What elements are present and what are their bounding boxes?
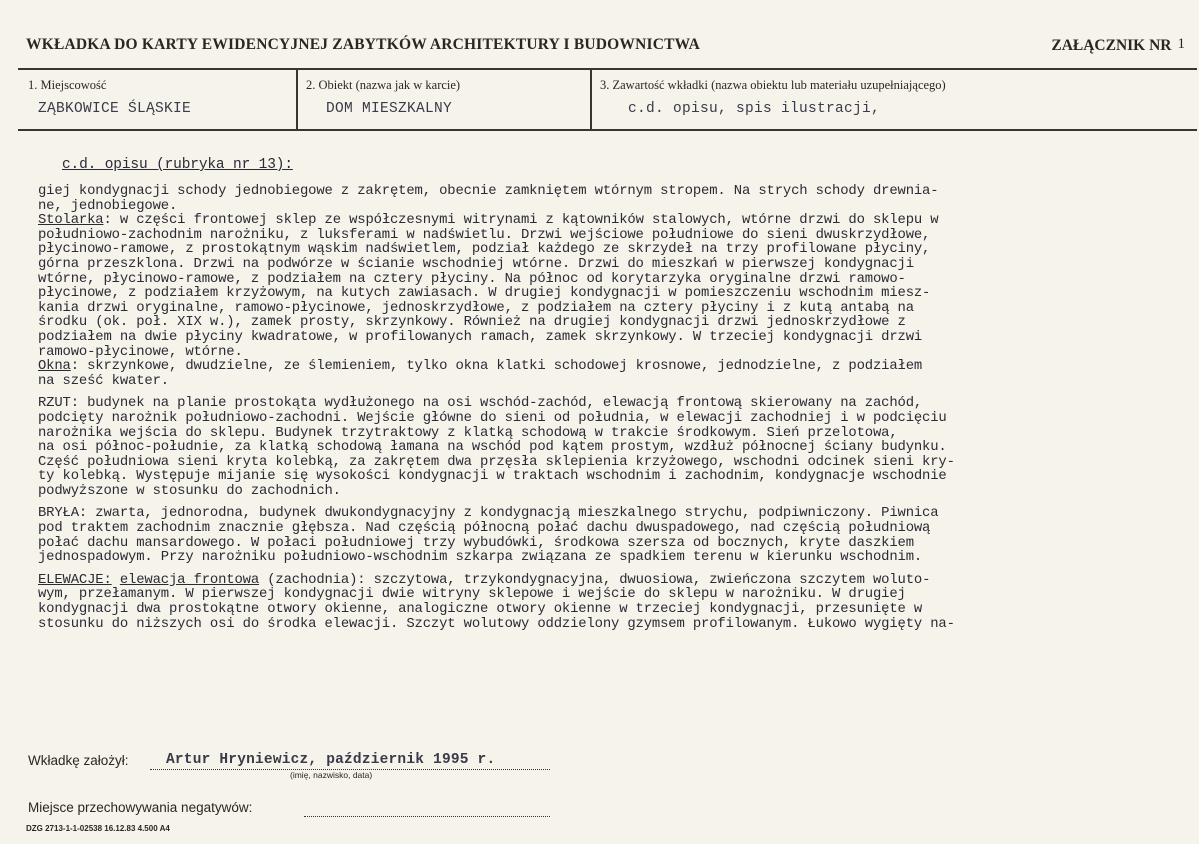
section-lead-okna: Okna (38, 358, 71, 375)
text-line: ne, jednobiegowe. (38, 197, 178, 214)
field-divider-1 (296, 70, 298, 130)
text-line: wym, przełamanym. W pierwszej kondygnacji dwie witryny sklepowe i wejście do sklepu w narożniku. W drugiej (38, 586, 906, 603)
section-lead-elewacje: ELEWACJE: (38, 571, 112, 588)
section-lead-stolarka: Stolarka (38, 212, 104, 229)
text-line: płycinowe, z podziałem krzyżowym, na kutych zawiasach. W drugiej kondygnacji w pomieszczeniu wschodnim miesz- (38, 285, 931, 302)
text-line: jednospadowym. Przy narożniku południowo-wschodnim szkarpa związana ze spadkiem terenu w kierunku wschodnim. (38, 549, 923, 566)
field-divider-2 (590, 70, 592, 130)
object-label: 2. Obiekt (nazwa jak w karcie) (306, 78, 461, 92)
text-line: giej kondygnacji schody jednobiegowe z zakrętem, obecnie zamkniętem wtórnym stropem. Na strych schody drewnia- (38, 183, 939, 199)
card-title: WKŁADKA DO KARTY EWIDENCYJNEJ ZABYTKÓW ARCHITEKTURY I BUDOWNICTWA (26, 36, 701, 53)
founder-label: Wkładkę założył: (28, 753, 129, 768)
founder-hint: (imię, nazwisko, data) (290, 770, 373, 780)
text-line: kania drzwi oryginalne, ramowo-płycinowe, jednoskrzydłowe, z podziałem na cztery płyciny i z kutą antabą na (38, 299, 914, 316)
founder-value: Artur Hryniewicz, październik 1995 r. (166, 752, 496, 768)
text-line-rest: : skrzynkowe, dwudzielne, ze ślemieniem, tylko okna klatki schodowej krosnowe, jednodzielne, z podziałem (70, 358, 923, 375)
contents-label: 3. Zawartość wkładki (nazwa obiektu lub materiału uzupełniającego) (600, 78, 946, 92)
text-line: ramowo-płycinowe, wtórne. (38, 343, 243, 360)
text-line: pod traktem zachodnim znacznie głębsza. Nad częścią północną połać dachu dwuspadowego, nad częścią południową (38, 520, 931, 537)
text-line (38, 213, 1188, 228)
text-line: narożnika wejścia do sklepu. Budynek trzytraktowy z klatką schodową w trakcie środkowym. Sień przelotowa, (38, 424, 898, 441)
subsection-elewacja-frontowa: elewacja frontowa (119, 571, 260, 588)
text-line (38, 359, 1188, 374)
text-line: stosunku do niższych osi do środka elewacji. Szczyt wolutowy oddzielony gzymsem profilowanym. Łukowo wygięty na- (38, 615, 955, 632)
text-line: Część południowa sieni kryta kolebką, za zakrętem dwa przęsła sklepienia krzyżowego, wschodni odcinek sieni kry- (38, 453, 955, 470)
text-line-rest: (zachodnia): szczytowa, trzykondygnacyjna, dwuosiowa, zwieńczona szczytem woluto- (259, 571, 931, 588)
text-line: połać dachu mansardowego. W połaci południowej trzy wybudówki, środkowa szersza od bocznych, kryte daszkiem (38, 534, 914, 551)
text-line: środku (ok. poł. XIX w.), zamek prosty, skrzynkowy. Również na drugiej kondygnacji drzwi jednoskrzydłowe z (38, 314, 906, 331)
text-line: płycinowo-ramowe, z prostokątnym wąskim nadświetlem, podział każdego ze skrzydeł na trzy profilowane płyciny, (38, 241, 931, 258)
text-line: na sześć kwater. (38, 372, 169, 389)
continuation-heading: c.d. opisu (rubryka nr 13): (62, 157, 293, 173)
annex-label (1051, 36, 1185, 55)
contents-value: c.d. opisu, spis ilustracji, (628, 101, 881, 117)
text-line-rest: : w części frontowej sklep ze współczesnymi witrynami z kątowników stalowych, wtórne drzwi do sklepu w (103, 212, 939, 229)
text-line: podziałem na dwie płyciny kwadratowe, w profilowanych ramach, zamek skrzynkowy. W trzeciej kondygnacji drzwi (38, 328, 923, 345)
text-line: BRYŁA: zwarta, jednorodna, budynek dwukondygnacyjny z kondygnacją mieszkalnego strychu, podpiwniczony. Piwnica (38, 505, 939, 522)
text-line: podwyższone w stosunku do zachodnich. (38, 482, 341, 499)
text-line: na osi północ-południe, za klatką schodową łamana na wschód pod kątem prostym, wzdłuż północnej ściany budynku. (38, 439, 947, 456)
header-bottom-rule (18, 129, 1197, 131)
text-line: podcięty narożnik południowo-zachodni. Wejście główne do sieni od południa, w elewacji zachodniej i w podcięciu (38, 409, 947, 426)
text-line: ty kolebką. Występuje mijanie się wysokości kondygnacji w traktach wschodnim i zachodnim, kondygnacje wschodnie (38, 468, 947, 485)
negatives-label: Miejsce przechowywania negatywów: (28, 800, 253, 815)
locality-value: ZĄBKOWICE ŚLĄSKIE (38, 101, 192, 117)
annex-label-text: ZAŁĄCZNIK NR (1051, 37, 1172, 54)
annex-number: 1 (1177, 36, 1185, 52)
text-line: górna przeszklona. Drzwi na podwórze w ścianie wschodniej wtórne. Drzwi do mieszkań w pierwszej kondygnacji (38, 255, 914, 272)
object-value: DOM MIESZKALNY (326, 101, 453, 117)
text-line: RZUT: budynek na planie prostokąta wydłużonego na osi wschód-zachód, elewacją frontową skierowany na zachód, (38, 395, 923, 412)
locality-label: 1. Miejscowość (28, 78, 107, 92)
print-code: DZG 2713-1-1-02538 16.12.83 4.500 A4 (26, 824, 170, 833)
header-top-rule (18, 68, 1197, 70)
text-line: kondygnacji dwa prostokątne otwory okienne, analogiczne otwory okienne w trzeciej kondygnacji, przesunięte w (38, 601, 923, 618)
text-line (38, 573, 1188, 588)
text-line: wtórne, płycinowo-ramowe, z podziałem na cztery płyciny. Na północ od korytarzyka oryginalne drzwi ramowo- (38, 270, 906, 287)
negatives-dotted-line (304, 816, 550, 817)
text-line: południowo-zachodnim narożniku, z luksferami w nadświetlu. Drzwi wejściowe południowe do sieni dwuskrzydłowe, (38, 226, 931, 243)
description-body (38, 158, 1188, 631)
